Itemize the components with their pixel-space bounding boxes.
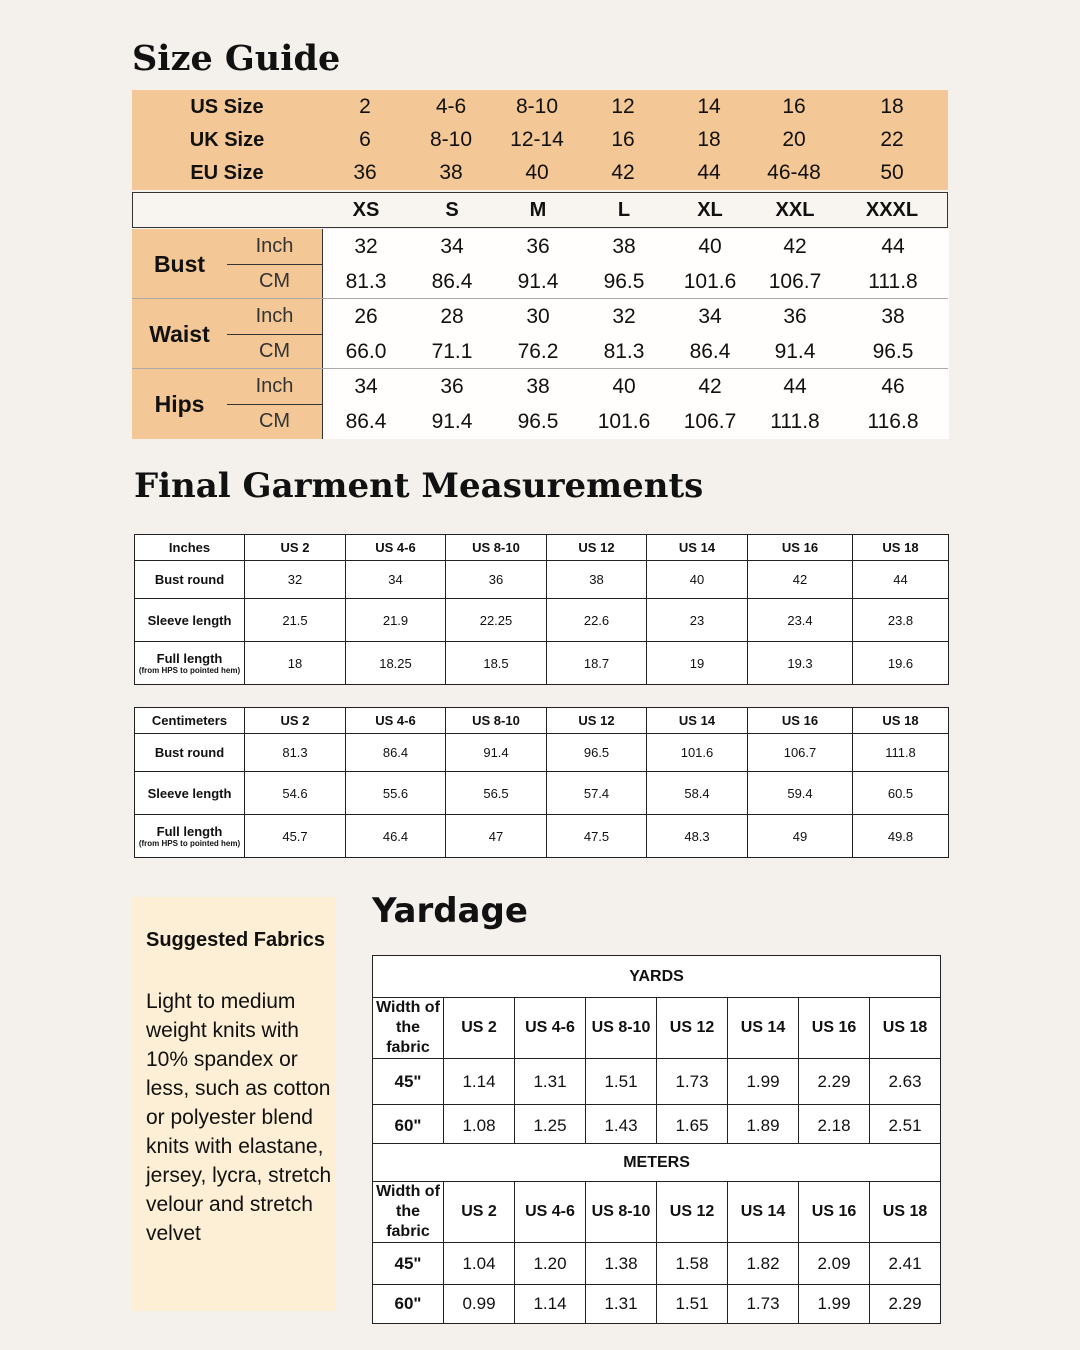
- value-cell: 106.7: [768, 270, 822, 293]
- size-cell: 12-14: [510, 128, 564, 151]
- value-cell: 40: [698, 235, 722, 258]
- us-size-label: US Size: [190, 96, 264, 118]
- table-cell: 1.89: [728, 1105, 799, 1148]
- value-cell: 101.6: [597, 410, 651, 433]
- size-header: US 4-6: [346, 535, 446, 561]
- table-cell: 1.31: [586, 1285, 657, 1324]
- inch-label: Inch: [255, 375, 294, 397]
- table-cell: 106.7: [748, 734, 853, 772]
- size-header: US 16: [799, 998, 870, 1059]
- value-cell: 76.2: [517, 340, 559, 363]
- table-cell: 23: [647, 599, 748, 642]
- size-cell: 16: [611, 128, 635, 151]
- table-cell: 2.63: [870, 1059, 941, 1105]
- table-cell: 1.73: [728, 1285, 799, 1324]
- size-header: US 18: [870, 998, 941, 1059]
- bust-label-cell: [132, 229, 322, 299]
- size-cell: 8-10: [429, 128, 473, 151]
- width-label-line: the fabric: [386, 1203, 430, 1240]
- row-note: (from HPS to pointed hem): [138, 666, 241, 675]
- value-cell: 116.8: [867, 410, 919, 433]
- table-cell: 18.5: [446, 642, 547, 685]
- table-cell: 22.25: [446, 599, 547, 642]
- value-cell: 66.0: [345, 340, 387, 363]
- size-header: US 4-6: [515, 1182, 586, 1243]
- value-cell: 34: [354, 375, 378, 398]
- table-cell: 60.5: [853, 772, 949, 815]
- table-cell: 36: [446, 561, 547, 599]
- size-cell: 38: [439, 161, 463, 184]
- size-header: US 14: [728, 998, 799, 1059]
- value-cell: 42: [783, 235, 807, 258]
- final-garment-title: Final Garment Measurements: [134, 466, 704, 506]
- inch-label: Inch: [255, 305, 294, 327]
- cm-label: CM: [258, 340, 291, 362]
- waist-label: Waist: [149, 321, 210, 347]
- table-row: [135, 642, 949, 685]
- table-cell: 1.14: [515, 1285, 586, 1324]
- value-cell: 71.1: [431, 340, 473, 363]
- size-header: US 2: [444, 1182, 515, 1243]
- size-cell: 2: [359, 95, 371, 118]
- value-cell: 26: [354, 305, 378, 328]
- letter-size-cell: XS: [352, 199, 380, 221]
- size-header: US 2: [245, 535, 346, 561]
- size-header: US 8-10: [586, 998, 657, 1059]
- size-cell: 6: [359, 128, 371, 151]
- row-label: 45": [373, 1243, 444, 1285]
- table-row: [135, 599, 949, 642]
- value-cell: 96.5: [517, 410, 559, 433]
- width-label-line: Width of: [376, 1183, 440, 1200]
- table-cell: 2.41: [870, 1243, 941, 1285]
- table-cell: 42: [748, 561, 853, 599]
- value-cell: 46: [881, 375, 905, 398]
- value-cell: 34: [440, 235, 464, 258]
- table-row: [373, 1243, 941, 1285]
- table-cell: 2.29: [799, 1059, 870, 1105]
- size-header: US 12: [547, 708, 647, 734]
- size-cell: 16: [782, 95, 806, 118]
- size-header: US 18: [870, 1182, 941, 1243]
- letter-size-cell: XXL: [775, 199, 815, 221]
- size-header: US 18: [853, 708, 949, 734]
- eu-size-label: EU Size: [190, 162, 264, 184]
- letter-size-cell: L: [617, 199, 631, 221]
- hips-label: Hips: [154, 391, 205, 417]
- value-cell: 36: [440, 375, 464, 398]
- value-cell: 38: [526, 375, 550, 398]
- size-cell: 50: [880, 161, 904, 184]
- table-row: [373, 1105, 941, 1148]
- table-cell: 21.5: [245, 599, 346, 642]
- meters-caption: METERS: [373, 1144, 941, 1182]
- row-label: 45": [373, 1059, 444, 1105]
- row-label: Bust round: [135, 734, 245, 772]
- row-label: Full length: [156, 824, 223, 839]
- value-cell: 91.4: [774, 340, 816, 363]
- size-cell: 36: [353, 161, 377, 184]
- garment-inches-table: [134, 534, 949, 685]
- value-cell: 36: [783, 305, 807, 328]
- suggested-fabrics-panel: [132, 897, 336, 1311]
- table-cell: 1.14: [444, 1059, 515, 1105]
- letter-size-cell: M: [529, 199, 547, 221]
- table-cell: 32: [245, 561, 346, 599]
- size-guide-table: [132, 90, 948, 433]
- table-cell: 18: [245, 642, 346, 685]
- size-cell: 12: [611, 95, 635, 118]
- table-cell: 1.31: [515, 1059, 586, 1105]
- table-cell: 19.6: [853, 642, 949, 685]
- value-cell: 111.8: [868, 270, 918, 293]
- table-cell: 1.58: [657, 1243, 728, 1285]
- table-cell: 1.43: [586, 1105, 657, 1148]
- value-cell: 38: [612, 235, 636, 258]
- value-cell: 91.4: [517, 270, 559, 293]
- value-cell: 28: [440, 305, 464, 328]
- table-cell: 1.73: [657, 1059, 728, 1105]
- table-cell: 1.20: [515, 1243, 586, 1285]
- table-cell: 81.3: [245, 734, 346, 772]
- table-cell: 23.4: [748, 599, 853, 642]
- table-row: [373, 1285, 941, 1324]
- table-row: [135, 561, 949, 599]
- waist-group: [132, 299, 948, 369]
- value-cell: 106.7: [683, 410, 737, 433]
- size-header: US 4-6: [515, 998, 586, 1059]
- value-cell: 44: [783, 375, 807, 398]
- table-cell: 19: [647, 642, 748, 685]
- meters-table: [372, 1143, 941, 1324]
- hips-group: [132, 369, 948, 439]
- value-cell: 40: [612, 375, 636, 398]
- table-cell: 2.29: [870, 1285, 941, 1324]
- letter-size-cell: XL: [697, 199, 723, 221]
- letter-size-cell: XXXL: [865, 199, 919, 221]
- table-caption-row: [373, 956, 941, 998]
- table-row: [373, 1059, 941, 1105]
- table-cell: 22.6: [547, 599, 647, 642]
- row-label: Bust round: [135, 561, 245, 599]
- size-cell: 14: [697, 95, 721, 118]
- bust-group: [132, 229, 948, 299]
- size-cell: 18: [880, 95, 904, 118]
- letter-size-row: [132, 192, 948, 228]
- size-header: US 2: [245, 708, 346, 734]
- table-header-row: [373, 1182, 941, 1243]
- garment-centimeters-table: [134, 707, 949, 858]
- row-label-cell: [135, 815, 245, 858]
- value-cell: 81.3: [603, 340, 645, 363]
- table-cell: 48.3: [647, 815, 748, 858]
- table-cell: 46.4: [346, 815, 446, 858]
- us-size-row: [132, 90, 948, 124]
- width-of-fabric-label: [373, 1182, 444, 1243]
- table-cell: 44: [853, 561, 949, 599]
- size-cell: 8-10: [515, 95, 559, 118]
- size-conversion-header: [132, 90, 948, 190]
- table-cell: 1.08: [444, 1105, 515, 1148]
- value-cell: 30: [526, 305, 550, 328]
- inch-label: Inch: [255, 235, 294, 257]
- size-header: US 4-6: [346, 708, 446, 734]
- table-cell: 55.6: [346, 772, 446, 815]
- row-label: 60": [373, 1285, 444, 1324]
- table-cell: 101.6: [647, 734, 748, 772]
- size-header: US 8-10: [446, 708, 547, 734]
- value-cell: 36: [526, 235, 550, 258]
- value-cell: 96.5: [603, 270, 645, 293]
- table-cell: 49.8: [853, 815, 949, 858]
- table-cell: 1.25: [515, 1105, 586, 1148]
- row-label: Sleeve length: [135, 599, 245, 642]
- table-cell: 2.18: [799, 1105, 870, 1148]
- size-cell: 46-48: [767, 161, 821, 184]
- hips-label-cell: [132, 369, 322, 439]
- value-cell: 38: [881, 305, 905, 328]
- table-cell: 58.4: [647, 772, 748, 815]
- table-cell: 56.5: [446, 772, 547, 815]
- value-cell: 32: [612, 305, 636, 328]
- unit-label: Centimeters: [135, 708, 245, 734]
- table-cell: 21.9: [346, 599, 446, 642]
- size-cell: 4-6: [435, 95, 467, 118]
- table-cell: 1.38: [586, 1243, 657, 1285]
- uk-size-label: UK Size: [189, 129, 265, 151]
- size-header: US 12: [657, 1182, 728, 1243]
- table-caption-row: [373, 1144, 941, 1182]
- value-cell: 32: [354, 235, 378, 258]
- value-cell: 96.5: [872, 340, 914, 363]
- table-cell: 18.7: [547, 642, 647, 685]
- size-header: US 16: [748, 535, 853, 561]
- row-label: 60": [373, 1105, 444, 1148]
- size-header: US 18: [853, 535, 949, 561]
- width-of-fabric-label: [373, 998, 444, 1059]
- size-header: US 16: [748, 708, 853, 734]
- table-cell: 1.99: [728, 1059, 799, 1105]
- waist-values: [322, 299, 949, 369]
- value-cell: 81.3: [345, 270, 387, 293]
- table-cell: 1.82: [728, 1243, 799, 1285]
- uk-size-row: [132, 123, 948, 157]
- table-cell: 18.25: [346, 642, 446, 685]
- table-cell: 111.8: [853, 734, 949, 772]
- table-cell: 34: [346, 561, 446, 599]
- table-cell: 59.4: [748, 772, 853, 815]
- table-cell: 96.5: [547, 734, 647, 772]
- size-header: US 16: [799, 1182, 870, 1243]
- table-row: [135, 772, 949, 815]
- table-cell: 40: [647, 561, 748, 599]
- size-header: US 14: [728, 1182, 799, 1243]
- size-header: US 8-10: [446, 535, 547, 561]
- suggested-fabrics-title: Suggested Fabrics: [146, 929, 325, 951]
- value-cell: 101.6: [683, 270, 737, 293]
- row-label: Sleeve length: [135, 772, 245, 815]
- table-cell: 91.4: [446, 734, 547, 772]
- table-cell: 54.6: [245, 772, 346, 815]
- table-cell: 57.4: [547, 772, 647, 815]
- unit-label: Inches: [135, 535, 245, 561]
- size-header: US 8-10: [586, 1182, 657, 1243]
- row-note: (from HPS to pointed hem): [138, 839, 241, 848]
- body-measurements: [132, 229, 948, 438]
- bust-label: Bust: [153, 251, 206, 277]
- size-header: US 14: [647, 708, 748, 734]
- value-cell: 111.8: [770, 410, 820, 433]
- row-label-cell: [135, 642, 245, 685]
- cm-label: CM: [258, 270, 291, 292]
- table-header-row: [135, 708, 949, 734]
- value-cell: 86.4: [431, 270, 473, 293]
- suggested-fabrics-text: Light to medium weight knits with 10% spandex or less, such as cotton or polyester blend knits with elastane, jersey, lycra, stretch velour and stretch velvet: [146, 990, 332, 1245]
- table-cell: 47.5: [547, 815, 647, 858]
- size-guide-title: Size Guide: [132, 38, 341, 79]
- table-cell: 1.65: [657, 1105, 728, 1148]
- cm-label: CM: [258, 410, 291, 432]
- size-cell: 18: [697, 128, 721, 151]
- size-header: US 12: [657, 998, 728, 1059]
- waist-label-cell: [132, 299, 322, 369]
- table-header-row: [373, 998, 941, 1059]
- yards-caption: YARDS: [373, 956, 941, 998]
- hips-values: [322, 369, 949, 439]
- table-cell: 19.3: [748, 642, 853, 685]
- table-cell: 0.99: [444, 1285, 515, 1324]
- size-cell: 20: [782, 128, 806, 151]
- width-label-line: Width of: [376, 999, 440, 1016]
- table-cell: 1.51: [586, 1059, 657, 1105]
- table-cell: 2.51: [870, 1105, 941, 1148]
- value-cell: 34: [698, 305, 722, 328]
- table-cell: 49: [748, 815, 853, 858]
- size-cell: 44: [697, 161, 721, 184]
- table-cell: 1.04: [444, 1243, 515, 1285]
- table-header-row: [135, 535, 949, 561]
- table-row: [135, 815, 949, 858]
- value-cell: 86.4: [345, 410, 387, 433]
- table-cell: 23.8: [853, 599, 949, 642]
- value-cell: 86.4: [689, 340, 731, 363]
- size-cell: 42: [611, 161, 635, 184]
- bust-values: [322, 229, 949, 299]
- size-cell: 40: [525, 161, 549, 184]
- table-cell: 2.09: [799, 1243, 870, 1285]
- yardage-title: Yardage: [372, 891, 528, 931]
- eu-size-row: [132, 156, 948, 190]
- size-header: US 14: [647, 535, 748, 561]
- size-header: US 12: [547, 535, 647, 561]
- table-cell: 1.51: [657, 1285, 728, 1324]
- table-cell: 86.4: [346, 734, 446, 772]
- table-cell: 38: [547, 561, 647, 599]
- value-cell: 42: [698, 375, 722, 398]
- row-label: Full length: [156, 651, 223, 666]
- value-cell: 91.4: [431, 410, 473, 433]
- yards-table: [372, 955, 941, 1148]
- width-label-line: the fabric: [386, 1019, 430, 1056]
- letter-size-cell: S: [445, 199, 459, 221]
- table-cell: 45.7: [245, 815, 346, 858]
- table-row: [135, 734, 949, 772]
- table-cell: 1.99: [799, 1285, 870, 1324]
- size-cell: 22: [880, 128, 904, 151]
- value-cell: 44: [881, 235, 905, 258]
- size-header: US 2: [444, 998, 515, 1059]
- table-cell: 47: [446, 815, 547, 858]
